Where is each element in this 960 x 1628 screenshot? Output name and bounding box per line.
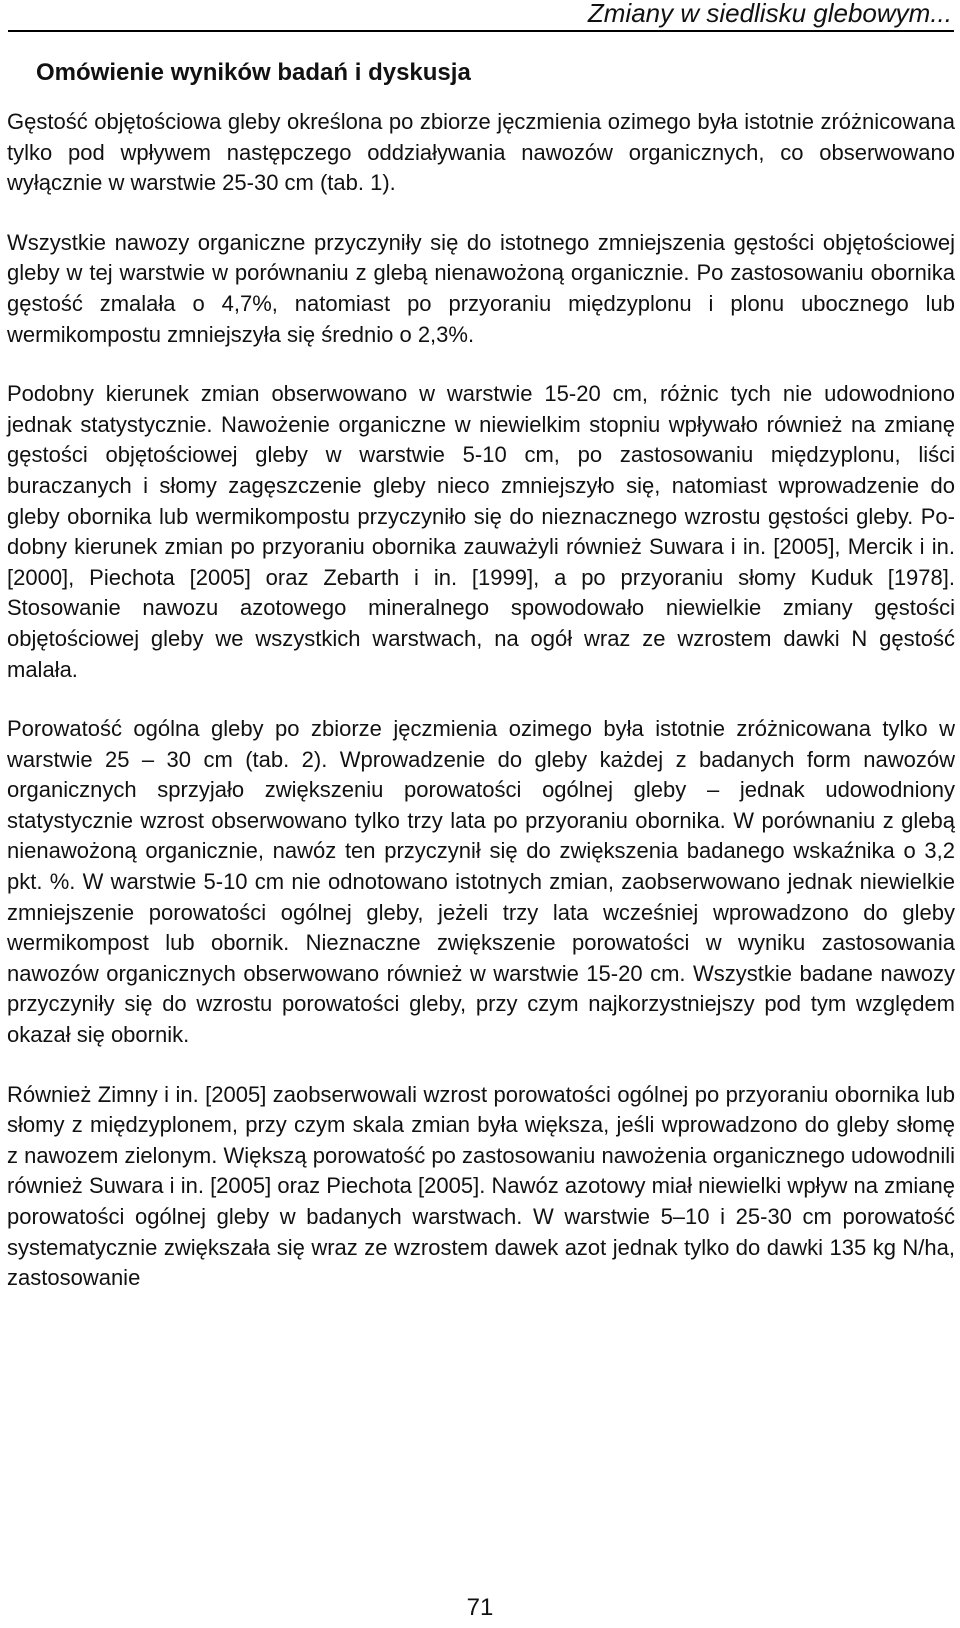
body-text (7, 107, 955, 1294)
paragraph: Podobny kierunek zmian obserwowano w warstwie 15-20 cm, różnic tych nie udowodniono jednak statystycznie. Nawożenie organiczne w niewielkim stopniu wpływało również na zmianę gęstości objętościowej gleby w warstwie 5-​10 cm, po zastosowaniu międzyplonu, liści buraczanych i słomy zagęszczenie gleby nieco zmniejszyło się, natomiast wprowadzenie do gleby obornika lub wermikompostu przyczyniło się do nieznacznego wzrostu gęstości gleby. Podobny kierunek zmian po przyoraniu obornika zauważyli również Suwara i in. [2005], Mercik i in. [2000], Piechota [2005] oraz Zebarth i in. [1999], a po przyoraniu słomy Kuduk [1978]. Stosowanie nawozu azotowego mineralnego spowodowało niewielkie zmiany gęstości objętościowej gleby we wszystkich warstwach, na ogół wraz ze wzrostem dawki N gęstość malała. (7, 381, 955, 682)
paragraph: Również Zimny i in. [2005] zaobserwowali wzrost porowatości ogólnej po przyoraniu obornika lub słomy z międzyplonem, przy czym skala zmian była większa, jeśli wprowadzono do gleby słomę z nawozem zielonym. Większą porowatość po zastosowaniu nawożenia organicznego udowodnili również Suwara i in. [2005] oraz Piechota [2005]. Nawóz azotowy miał niewielki wpływ na zmianę porowatości ogólnej gleby w badanych warstwach. W warstwie 5–10 i 25-30 cm porowatość systematycznie zwiększała się wraz ze wzrostem dawek azot jednak tylko do dawki 135 kg N/ha, zastosowanie (7, 1081, 955, 1291)
paragraph: Gęstość objętościowa gleby określona po zbiorze jęczmienia ozimego była istotnie zróżnicowana tylko pod wpływem następczego oddziaływania nawozów organicznych, co obserwowano wyłącznie w warstwie 25-30 cm (tab. 1). (7, 109, 955, 196)
paragraph: Wszystkie nawozy organiczne przyczyniły się do istotnego zmniejszenia gęstości objętościowej gleby w tej warstwie w porównaniu z glebą nienawożoną organicznie. Po zastosowaniu obornika gęstość zmalała o 4,7%, natomiast po przyoraniu międzyplonu i plonu ubocznego lub wermikompostu zmniejszyła się średnio o 2,3%. (7, 229, 955, 347)
paragraph: Porowatość ogólna gleby po zbiorze jęczmienia ozimego była istotnie zróżnicowana tylko w warstwie 25 – 30 cm (tab. 2). Wprowadzenie do gleby każdej z badanych form nawozów organicznych sprzyjało zwiększeniu porowatości ogólnej gleby – jednak udowodniony statystycznie wzrost obserwowano tylko trzy lata po przyoraniu obornika. W porównaniu z glebą nienawożoną organicznie, nawóz ten przyczynił się do zwiększenia badanego wskaźnika o 3,2 pkt. %. W warstwie 5-10 cm nie odnotowano istotnych zmian, zaobserwowano jednak niewielkie zmniejszenie porowatości ogólnej gleby, jeżeli trzy lata wcześniej wprowadzono do gleby wermikompost lub obornik. Nieznaczne zwiększenie porowatości w wyniku zastosowania nawozów organicznych obserwowano również w warstwie 15-20 cm. Wszystkie badane nawozy przyczyniły się do wzrostu porowatości gleby, przy czym najkorzystniejszy pod tym względem okazał się obornik. (7, 716, 955, 1048)
page-number: 71 (466, 1594, 494, 1621)
section-heading: Omówienie wyników badań i dyskusja (36, 59, 471, 86)
running-title: Zmiany w siedlisku glebowym... (587, 0, 952, 28)
running-header (8, 0, 954, 32)
